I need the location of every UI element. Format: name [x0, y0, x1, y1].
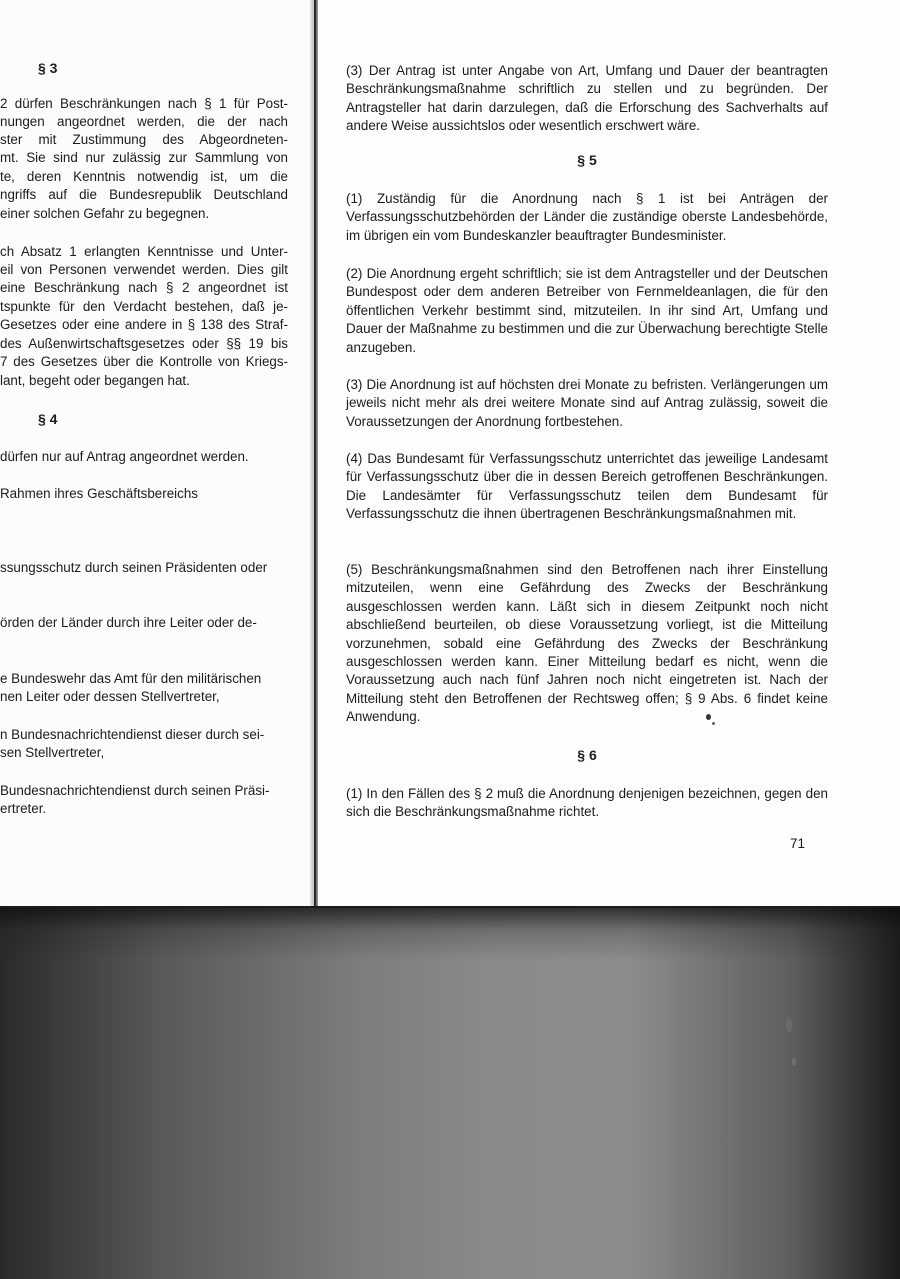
text-line: ngriffs auf die Bundesrepublik Deutschland: [0, 187, 288, 202]
text-line: Rahmen ihres Geschäftsbereichs: [0, 486, 198, 501]
left-heading-4: § 4: [38, 411, 58, 427]
text-line: örden der Länder durch ihre Leiter oder de-: [0, 615, 257, 630]
paragraph-4-3: (3) Der Antrag ist unter Angabe von Art, Umfang und Dauer der beantragten Beschränkungsmaßnahme schriftlich zu stellen und zu begründen. Der Antragsteller hat darin darzulegen, daß die Erforschung des Sachverhalts auf andere Weise aussichtslos oder wesentlich erschwert wäre.: [346, 63, 828, 134]
text-line: Gesetzes oder eine andere in § 138 des Straf-: [0, 317, 288, 332]
left-heading-3: § 3: [38, 60, 58, 76]
text-line: dürfen nur auf Antrag angeordnet werden.: [0, 449, 249, 464]
paragraph-6-1: (1) In den Fällen des § 2 muß die Anordnung denjenigen bezeichnen, gegen den sich die Beschränkungsmaßnahme richtet.: [346, 786, 828, 820]
text-line: nen Leiter oder dessen Stellvertreter,: [0, 689, 220, 704]
text-line: ertreter.: [0, 801, 47, 816]
scan-speck: [706, 714, 711, 720]
text-line: eil von Personen verwendet werden. Dies gilt: [0, 262, 288, 277]
text-line: Bundesnachrichtendienst durch seinen Präsi-: [0, 783, 270, 798]
text-line: lant, begeht oder begangen hat.: [0, 373, 190, 388]
scan-speck: [786, 1018, 792, 1032]
paragraph-5-2: (2) Die Anordnung ergeht schriftlich; sie ist dem Antragsteller und der Deutschen Bundespost oder dem anderen Betreiber von Fernmeldeanlagen, die für den öffentlichen Verkehr bestimmt sind, mitzuteilen. In ihr sind Art, Umfang und Dauer der Maßnahme zu bestimmen und die zur Überwachung berechtigte Stelle anzugeben.: [346, 266, 828, 355]
text-line: e Bundeswehr das Amt für den militärischen: [0, 671, 262, 686]
text-line: ssungsschutz durch seinen Präsidenten oder: [0, 560, 268, 575]
text-line: tspunkte für den Verdacht bestehen, daß je-: [0, 299, 288, 314]
text-line: mt. Sie sind nur zulässig zur Sammlung von: [0, 150, 288, 165]
text-line: sen Stellvertreter,: [0, 745, 105, 760]
text-line: des Außenwirtschaftsgesetzes oder §§ 19 bis: [0, 336, 288, 351]
text-line: n Bundesnachrichtendienst dieser durch sei-: [0, 727, 265, 742]
paragraph-5-1: (1) Zuständig für die Anordnung nach § 1 ist bei Anträgen der Verfassungsschutzbehörden der Länder die zuständige oberste Landesbehörde, im übrigen ein vom Bundeskanzler beauftragter Bundesminister.: [346, 191, 828, 243]
text-line: einer solchen Gefahr zu begegnen.: [0, 206, 210, 221]
gutter-fold-line: [314, 0, 316, 910]
scan-speck: [712, 722, 715, 725]
text-line: eine Beschränkung nach § 2 angeordnet ist: [0, 280, 288, 295]
text-line: ster mit Zustimmung des Abgeordneten-: [0, 132, 288, 147]
heading-6: § 6: [577, 747, 597, 763]
text-line: nungen angeordnet werden, die der nach: [0, 114, 288, 129]
scanner-background: [0, 908, 900, 1279]
text-line: te, deren Kenntnis notwendig ist, um die: [0, 169, 288, 184]
page-number: 71: [790, 836, 805, 851]
paragraph-5-5: (5) Beschränkungsmaßnahmen sind den Betroffenen nach ihrer Einstellung mitzuteilen, wenn eine Gefährdung des Zwecks der Beschränkung ausgeschlossen werden kann. Läßt sich in diesem Zeitpunkt noch nicht abschließend beurteilen, ob diese Voraussetzung vorliegt, ist die Mitteilung vorzunehmen, sobald eine Gefährdung des Zwecks der Beschränkung ausgeschlossen werden kann. Einer Mitteilung bedarf es nicht, wenn die Voraussetzung auch nach fünf Jahren noch nicht eingetreten ist. Nach der Mitteilung steht den Betroffenen der Rechtsweg offen; § 9 Abs. 6 findet keine Anwendung.: [346, 562, 828, 725]
text-line: 7 des Gesetzes über die Kontrolle von Kriegs-: [0, 354, 288, 369]
scan-speck: [792, 1058, 796, 1066]
text-line: 2 dürfen Beschränkungen nach § 1 für Post-: [0, 96, 288, 111]
text-line: ch Absatz 1 erlangten Kenntnisse und Unter-: [0, 244, 288, 259]
scanner-shadow: [0, 908, 900, 1279]
paragraph-5-3: (3) Die Anordnung ist auf höchsten drei Monate zu befristen. Verlängerungen um jeweils nicht mehr als drei weitere Monate sind auf Antrag zulässig, soweit die Voraussetzungen der Anordnung fortbestehen.: [346, 377, 828, 429]
heading-5: § 5: [577, 152, 597, 168]
paragraph-5-4: (4) Das Bundesamt für Verfassungsschutz unterrichtet das jeweilige Landesamt für Verfassungsschutz über die in dessen Bereich getroffenen Beschränkungen. Die Landesämter für Verfassungsschutz teilen dem Bundesamt für Verfassungsschutz die ihnen übertragenen Beschränkungsmaßnahmen mit.: [346, 451, 828, 522]
left-page: [0, 0, 312, 910]
